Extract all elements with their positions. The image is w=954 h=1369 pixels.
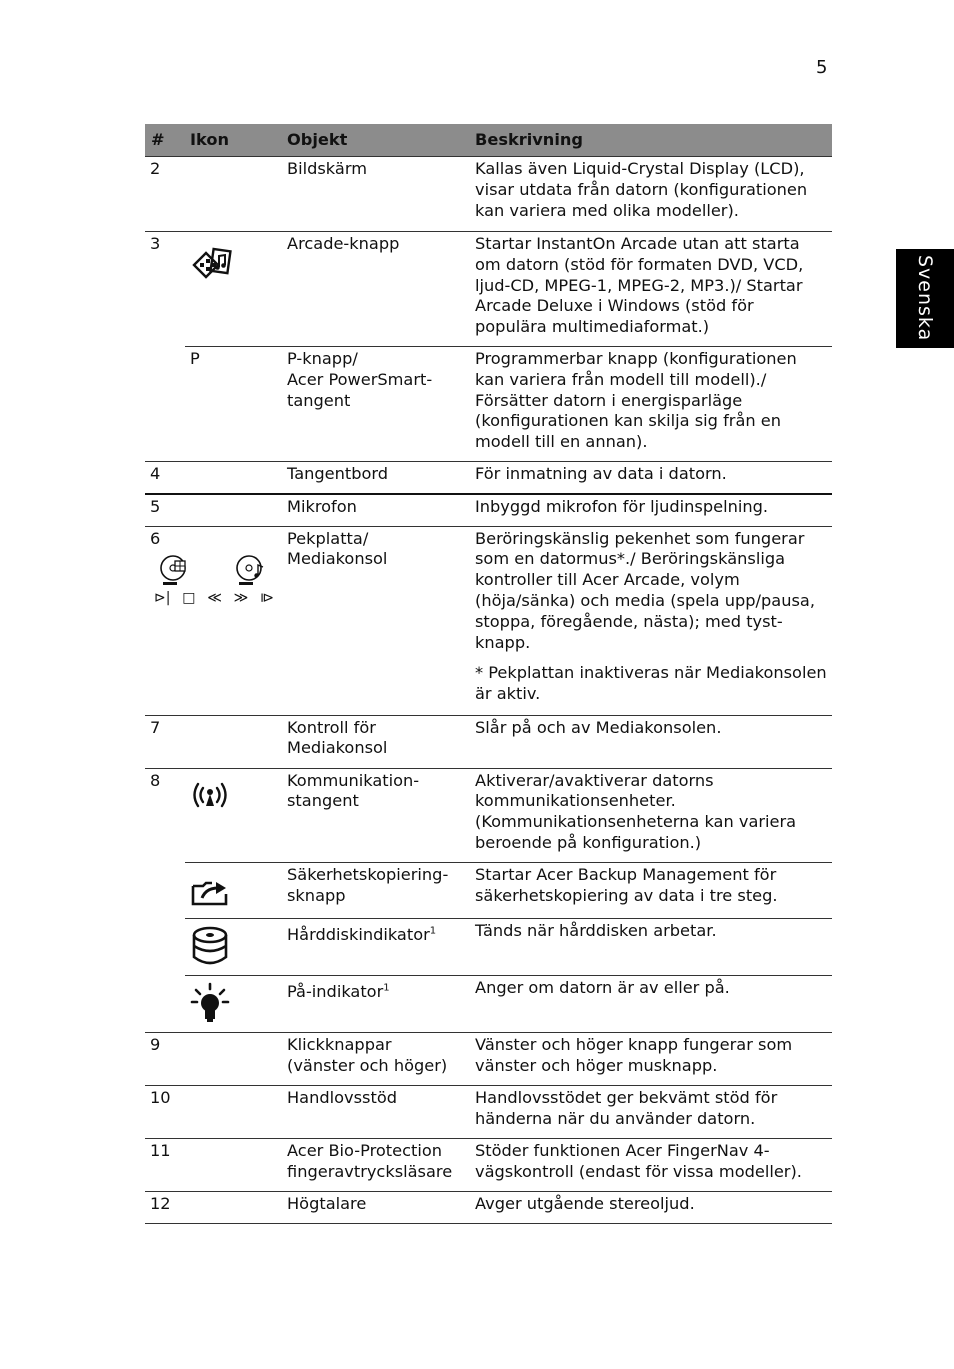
row-object: Acer Bio-Protection fingeravtrycksläsare — [282, 1138, 470, 1191]
table-row — [145, 862, 832, 918]
row-number: 2 — [145, 157, 185, 232]
row-icon-cell — [185, 462, 282, 494]
table-row — [145, 157, 832, 232]
row-number: 9 — [145, 1032, 185, 1085]
row-object: Säkerhetskopiering- sknapp — [282, 862, 470, 918]
row-description: Beröringskänslig pekenhet som fungerar som en datormus*./ Beröringskänsliga kontroller till Acer Arcade, volym (höja/sänka) och media (spela upp/pausa, stoppa, föregående, nästa); med tyst-knapp. * Pekplattan inaktiveras när Mediakonsolen är aktiv. — [470, 526, 832, 715]
table-row — [145, 462, 832, 494]
header-icon: Ikon — [185, 124, 282, 157]
row-icon-cell — [185, 768, 282, 862]
row-number-and-icons — [145, 526, 282, 715]
table-row — [145, 526, 832, 715]
row-icon-cell — [185, 862, 282, 918]
row-object: P-knapp/ Acer PowerSmart- tangent — [282, 347, 470, 462]
row-icon-cell — [185, 1191, 282, 1223]
row-number: 7 — [145, 715, 185, 768]
wireless-icon — [190, 780, 230, 812]
row-number: 6 — [150, 528, 161, 548]
table-row — [145, 494, 832, 526]
row-description: Avger utgående stereoljud. — [470, 1191, 832, 1223]
stop-icon: □ — [182, 590, 196, 607]
row-icon-cell — [185, 975, 282, 1032]
media-icons — [150, 553, 277, 607]
row-object: Handlovsstöd — [282, 1085, 470, 1138]
row-object: Kontroll för Mediakonsol — [282, 715, 470, 768]
table-row — [145, 232, 832, 347]
row-icon-cell — [185, 1032, 282, 1085]
page-number: 5 — [816, 57, 828, 78]
row-number: 11 — [145, 1138, 185, 1191]
row-number: 3 — [150, 234, 161, 253]
row-number: 5 — [145, 494, 185, 526]
arcade-icon — [190, 243, 234, 283]
row-object: Tangentbord — [282, 462, 470, 494]
language-tab-label: Svenska — [914, 255, 936, 342]
row-icon-cell — [185, 918, 282, 975]
table-row — [145, 975, 832, 1032]
row-description: Kallas även Liquid-Crystal Display (LCD), visar utdata från datorn (konfigurationen kan variera med olika modeller). — [470, 157, 832, 232]
row-object: Pekplatta/ Mediakonsol — [282, 526, 470, 715]
table-row — [145, 1085, 832, 1138]
hdd-indicator-icon — [190, 925, 230, 969]
table-row — [145, 347, 832, 462]
row-icon-cell — [185, 157, 282, 232]
row-number: 8 — [150, 770, 161, 790]
row-description: Slår på och av Mediakonsolen. — [470, 715, 832, 768]
row-icon-cell — [185, 1138, 282, 1191]
table-header-row — [145, 124, 832, 157]
row-object: Kommunikation- stangent — [282, 768, 470, 862]
table-row — [145, 918, 832, 975]
row-description: Aktiverar/avaktiverar datorns kommunikationsenheter. (Kommunikationsenheterna kan variera beroende på konfiguration.) — [470, 768, 832, 862]
row-number — [145, 918, 185, 975]
row-object: Bildskärm — [282, 157, 470, 232]
p-key-icon: P — [185, 347, 282, 462]
play-pause-icon: ⊳| — [154, 590, 171, 607]
movie-disc-icon — [158, 553, 192, 587]
row-description: För inmatning av data i datorn. — [470, 462, 832, 494]
row-icon-cell — [185, 232, 282, 347]
row-description: Vänster och höger knapp fungerar som vänster och höger musknapp. — [470, 1032, 832, 1085]
row-description: Handlovsstödet ger bekvämt stöd för händerna när du använder datorn. — [470, 1085, 832, 1138]
power-indicator-icon — [190, 982, 230, 1026]
row-description: Startar InstantOn Arcade utan att starta om datorn (stöd för formaten DVD, VCD, ljud-CD, MPEG-1, MPEG-2, MP3.)/ Startar Arcade Deluxe i Windows (stöd för populära multimediaformat.) — [470, 232, 832, 347]
row-icon-cell — [185, 715, 282, 768]
previous-icon: ≪ — [207, 590, 222, 607]
row-description: Programmerbar knapp (konfigurationen kan variera från modell till modell)./ Försätter datorn i energisparläge (konfigurationen kan skilja sig från en modell till en annan). — [470, 347, 832, 462]
row-object: Mikrofon — [282, 494, 470, 526]
row-description: Stöder funktionen Acer FingerNav 4-vägskontroll (endast för vissa modeller). — [470, 1138, 832, 1191]
table-row — [145, 1138, 832, 1191]
row-icon-cell — [185, 494, 282, 526]
row-object: Högtalare — [282, 1191, 470, 1223]
row-object: Klickknappar (vänster och höger) — [282, 1032, 470, 1085]
table-row — [145, 715, 832, 768]
header-object: Objekt — [282, 124, 470, 157]
next-icon: ≫ — [233, 590, 249, 607]
row-number — [145, 862, 185, 918]
music-disc-icon — [234, 553, 268, 587]
spec-table — [145, 124, 832, 1224]
row-object: På-indikator$^1$ — [282, 975, 470, 1032]
table-row — [145, 1032, 832, 1085]
row-object: Arcade-knapp — [282, 232, 470, 347]
row-number: 4 — [145, 462, 185, 494]
row-description: Inbyggd mikrofon för ljudinspelning. — [470, 494, 832, 526]
backup-icon — [190, 874, 232, 908]
table-row — [145, 768, 832, 862]
row-number — [145, 975, 185, 1032]
row-number: 10 — [145, 1085, 185, 1138]
row-object: Hårddiskindikator$^1$ — [282, 918, 470, 975]
language-tab — [896, 249, 954, 348]
row-description: Tänds när hårddisken arbetar. — [470, 918, 832, 975]
header-num: # — [145, 124, 185, 157]
row-number — [145, 347, 185, 462]
row-description: Startar Acer Backup Management för säkerhetskopiering av data i tre steg. — [470, 862, 832, 918]
row-number: 12 — [145, 1191, 185, 1223]
mute-icon: ⧐ — [260, 590, 274, 607]
table-row — [145, 1191, 832, 1223]
row-description: Anger om datorn är av eller på. — [470, 975, 832, 1032]
row-icon-cell — [185, 1085, 282, 1138]
header-description: Beskrivning — [470, 124, 832, 157]
